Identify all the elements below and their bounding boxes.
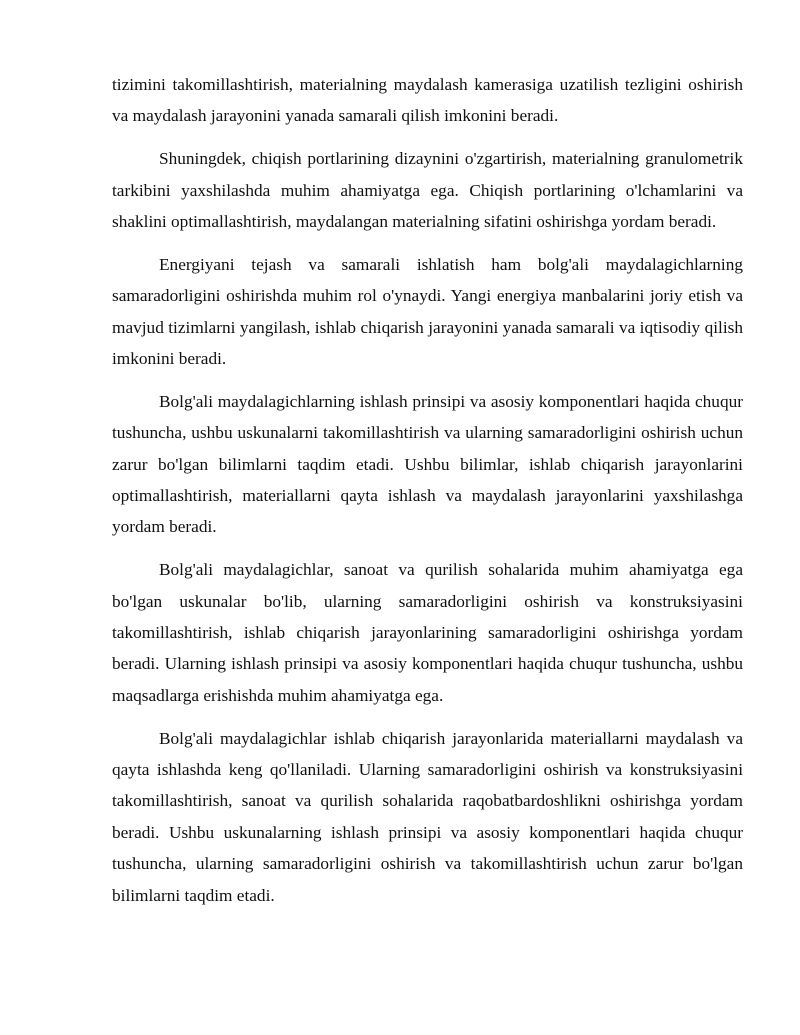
paragraph-working-principle: Bolg'ali maydalagichlarning ishlash prinsipi va asosiy komponentlari haqida chuqur tushuncha, ushbu uskunalarni takomillashtirish va ularning samaradorligini oshirish uchun zarur bo'lgan bilimlarni taqdim etadi. Ushbu bilimlar, ishlab chiqarish jarayonlarini optimallashtirish, materiallarni qayta ishlash va maydalash jarayonlarini yaxshilashga yordam beradi.: [112, 391, 743, 537]
paragraph-continuation: tizimini takomillashtirish, materialning maydalash kamerasiga uzatilish tezligini oshirish va maydalash jarayonini yanada samarali qilish imkonini beradi.: [112, 75, 743, 126]
paragraph-production-use: Bolg'ali maydalagichlar ishlab chiqarish jarayonlarida materiallarni maydalash va qayta ishlashda keng qo'llaniladi. Ularning samaradorligini oshirish va konstruksiyasini takomillashtirish, sanoat va qurilish sohalarida raqobatbardoshlikni oshirishga yordam beradi. Ushbu uskunalarning ishlash prinsipi va asosiy komponentlari haqida chuqur tushuncha, ularning samaradorligini oshirish va takomillashtirish uchun zarur bo'lgan bilimlarni taqdim etadi.: [112, 728, 743, 905]
document-page: [112, 69, 743, 923]
paragraph-energy-saving: Energiyani tejash va samarali ishlatish ham bolg'ali maydalagichlarning samaradorligini oshirishda muhim rol o'ynaydi. Yangi energiya manbalarini joriy etish va mavjud tizimlarni yangilash, ishlab chiqarish jarayonini yanada samarali va iqtisodiy qilish imkonini beradi.: [112, 254, 743, 369]
paragraph-exit-ports: Shuningdek, chiqish portlarining dizaynini o'zgartirish, materialning granulometrik tarkibini yaxshilashda muhim ahamiyatga ega. Chiqish portlarining o'lchamlarini va shaklini optimallashtirish, maydalangan materialning sifatini oshirishga yordam beradi.: [112, 149, 743, 232]
paragraph-industry-importance: Bolg'ali maydalagichlar, sanoat va qurilish sohalarida muhim ahamiyatga ega bo'lgan uskunalar bo'lib, ularning samaradorligini oshirish va konstruksiyasini takomillashtirish, ishlab chiqarish jarayonlarining samaradorligini oshirishga yordam beradi. Ularning ishlash prinsipi va asosiy komponentlari haqida chuqur tushuncha, ushbu maqsadlarga erishishda muhim ahamiyatga ega.: [112, 560, 743, 705]
